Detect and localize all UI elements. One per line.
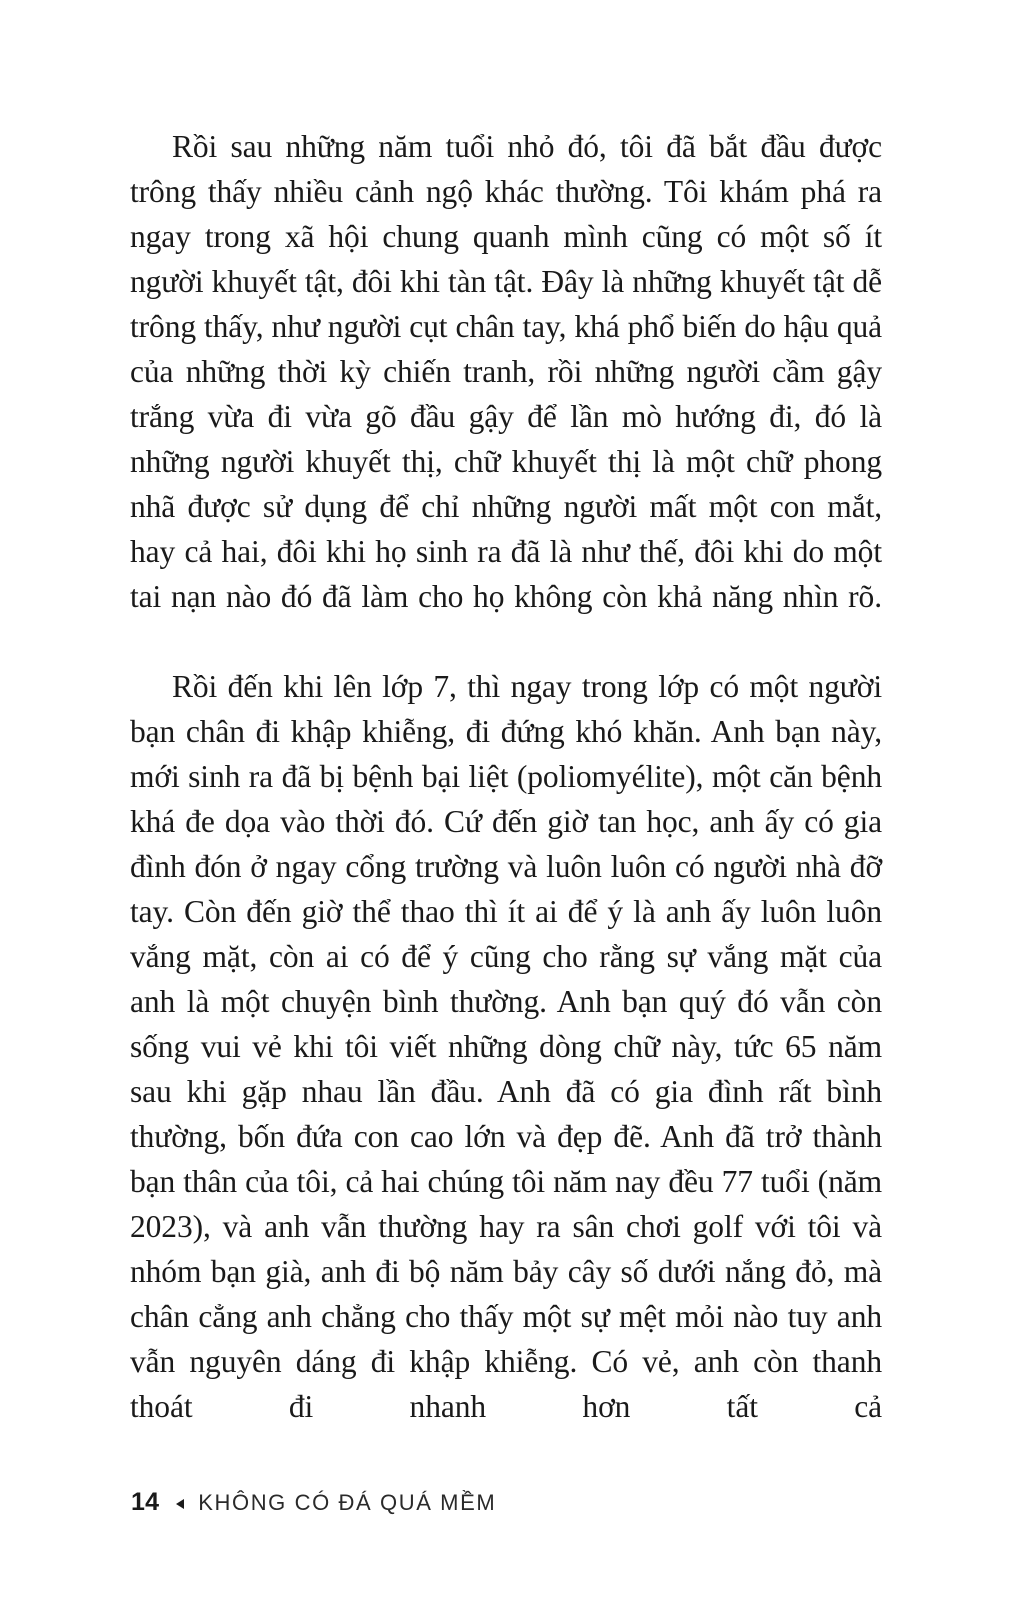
page-footer [131, 1490, 496, 1515]
running-book-title: KHÔNG CÓ ĐÁ QUÁ MỀM [198, 1489, 497, 1515]
paragraph-1: Rồi sau những năm tuổi nhỏ đó, tôi đã bắt đầu được trông thấy nhiều cảnh ngộ khác thường. Tôi khám phá ra ngay trong xã hội chung quanh mình cũng có một số ít người khuyết tật, đôi khi tàn tật. Đây là những khuyết tật dễ trông thấy, như người cụt chân tay, khá phổ biến do hậu quả của những thời kỳ chiến tranh, rồi những người cầm gậy trắng vừa đi vừa gõ đầu gậy để lần mò hướng đi, đó là những người khuyết thị, chữ khuyết thị là một chữ phong nhã được sử dụng để chỉ những người mất một con mắt, hay cả hai, đôi khi họ sinh ra đã là như thế, đôi khi do một tai nạn nào đó đã làm cho họ không còn khả năng nhìn rõ. [130, 129, 882, 614]
body-text-block [130, 124, 882, 1474]
page-number: 14 [131, 1488, 160, 1516]
left-triangle-bullet-icon [176, 1499, 184, 1509]
paragraph-2: Rồi đến khi lên lớp 7, thì ngay trong lớp có một người bạn chân đi khập khiễng, đi đứng khó khăn. Anh bạn này, mới sinh ra đã bị bệnh bại liệt (poliomyélite), một căn bệnh khá đe dọa vào thời đó. Cứ đến giờ tan học, anh ấy có gia đình đón ở ngay cổng trường và luôn luôn có người nhà đỡ tay. Còn đến giờ thể thao thì ít ai để ý là anh ấy luôn luôn vắng mặt, còn ai có để ý cũng cho rằng sự vắng mặt của anh là một chuyện bình thường. Anh bạn quý đó vẫn còn sống vui vẻ khi tôi viết những dòng chữ này, tức 65 năm sau khi gặp nhau lần đầu. Anh đã có gia đình rất bình thường, bốn đứa con cao lớn và đẹp đẽ. Anh đã trở thành bạn thân của tôi, cả hai chúng tôi năm nay đều 77 tuổi (năm 2023), và anh vẫn thường hay ra sân chơi golf với tôi và nhóm bạn già, anh đi bộ năm bảy cây số dưới nắng đỏ, mà chân cẳng anh chẳng cho thấy một sự mệt mỏi nào tuy anh vẫn nguyên dáng đi khập khiễng. Có vẻ, anh còn thanh thoát đi nhanh hơn tất cả [130, 669, 882, 1424]
